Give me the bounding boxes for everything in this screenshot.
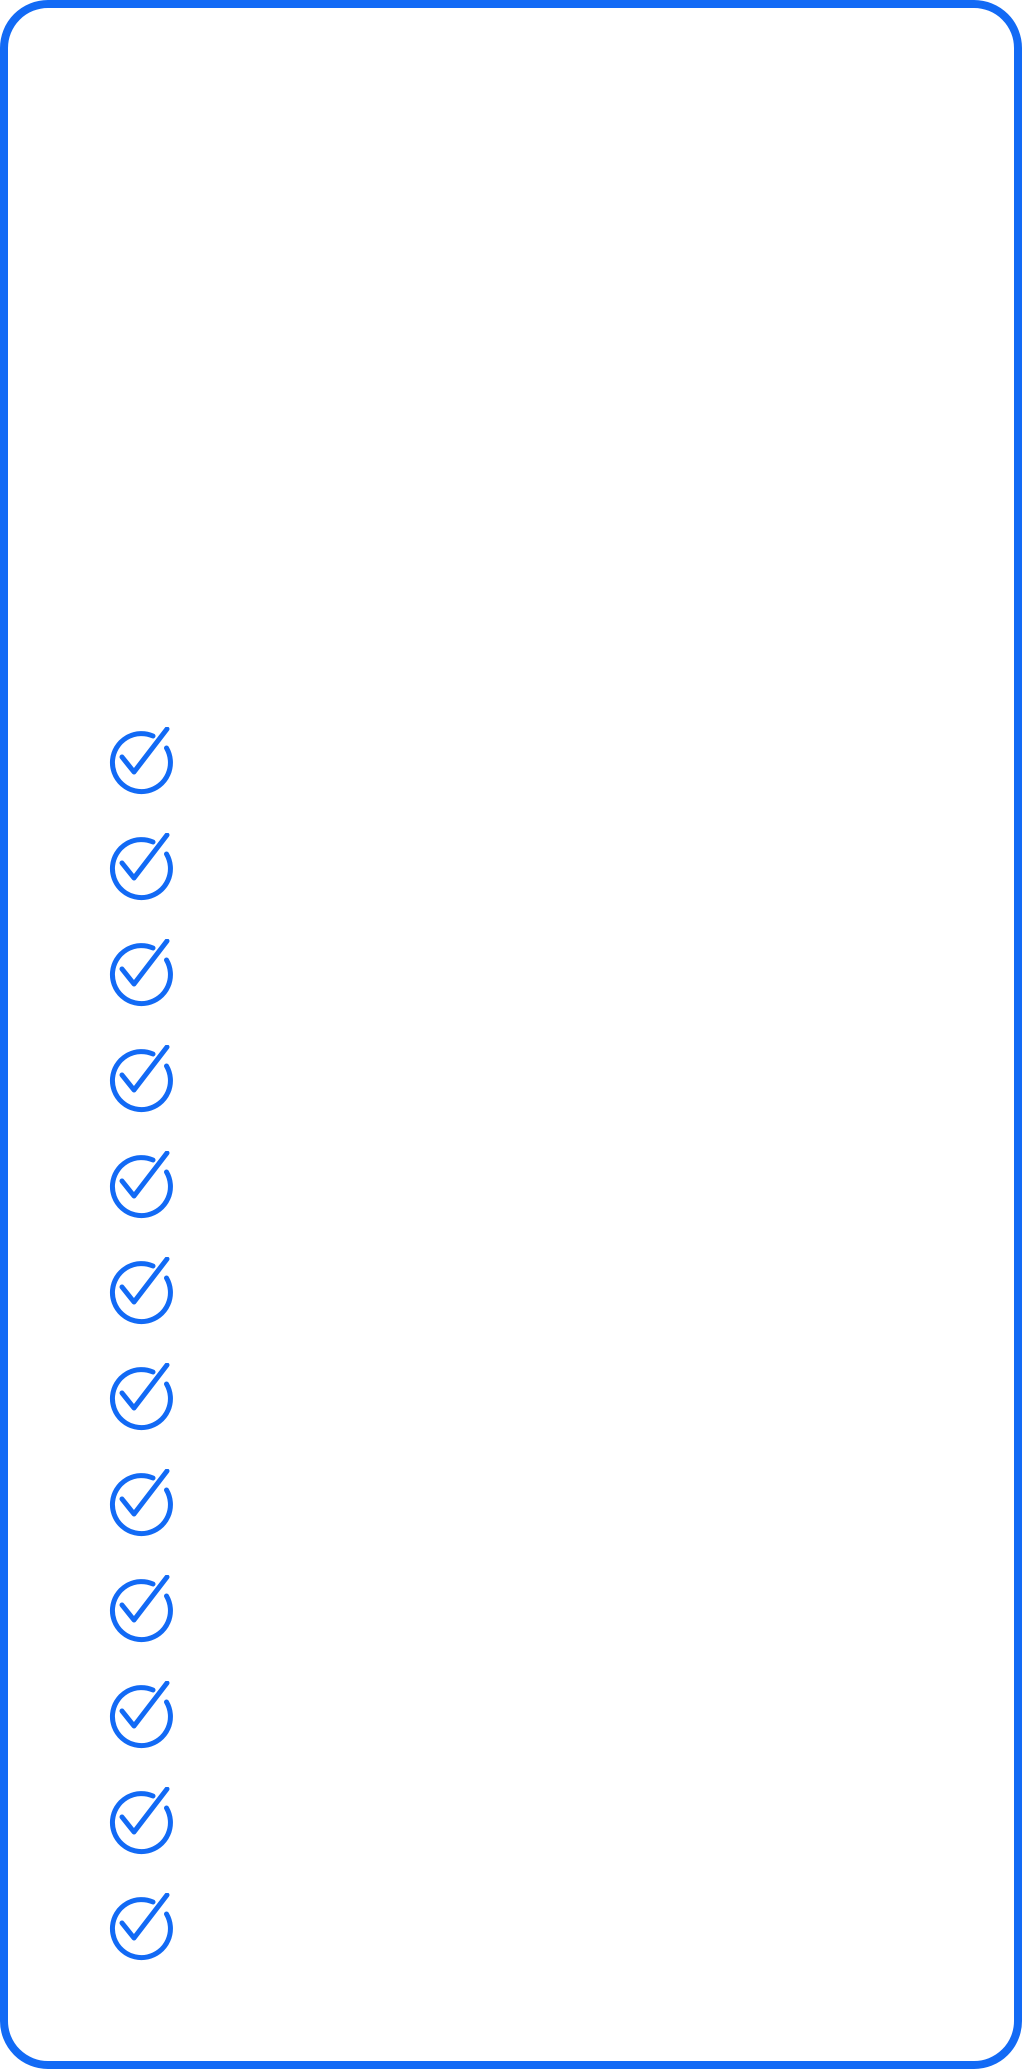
feature-item (104, 1681, 924, 1757)
check-circle-svg (104, 939, 180, 1015)
check-circle-icon (104, 1893, 180, 1969)
feature-item (104, 1151, 924, 1227)
check-circle-icon (104, 1469, 180, 1545)
check-circle-icon (104, 1575, 180, 1651)
check-circle-svg (104, 1151, 180, 1227)
check-circle-svg (104, 1045, 180, 1121)
feature-item (104, 1469, 924, 1545)
check-circle-icon (104, 727, 180, 803)
check-circle-icon (104, 1787, 180, 1863)
feature-item (104, 1363, 924, 1439)
check-circle-icon (104, 939, 180, 1015)
check-circle-svg (104, 1257, 180, 1333)
check-circle-svg (104, 1363, 180, 1439)
feature-item (104, 939, 924, 1015)
check-circle-svg (104, 1575, 180, 1651)
check-circle-icon (104, 1681, 180, 1757)
feature-item (104, 1045, 924, 1121)
check-circle-svg (104, 1469, 180, 1545)
check-circle-icon (104, 833, 180, 909)
check-circle-icon (104, 1363, 180, 1439)
check-circle-svg (104, 1681, 180, 1757)
feature-item (104, 727, 924, 803)
feature-item (104, 1575, 924, 1651)
feature-item (104, 1787, 924, 1863)
check-circle-icon (104, 1151, 180, 1227)
check-circle-svg (104, 1893, 180, 1969)
check-circle-svg (104, 727, 180, 803)
check-circle-icon (104, 1257, 180, 1333)
check-circle-svg (104, 1787, 180, 1863)
feature-item (104, 1257, 924, 1333)
feature-item (104, 833, 924, 909)
feature-item (104, 1893, 924, 1969)
feature-list (8, 8, 1014, 2061)
check-circle-icon (104, 1045, 180, 1121)
check-circle-svg (104, 833, 180, 909)
